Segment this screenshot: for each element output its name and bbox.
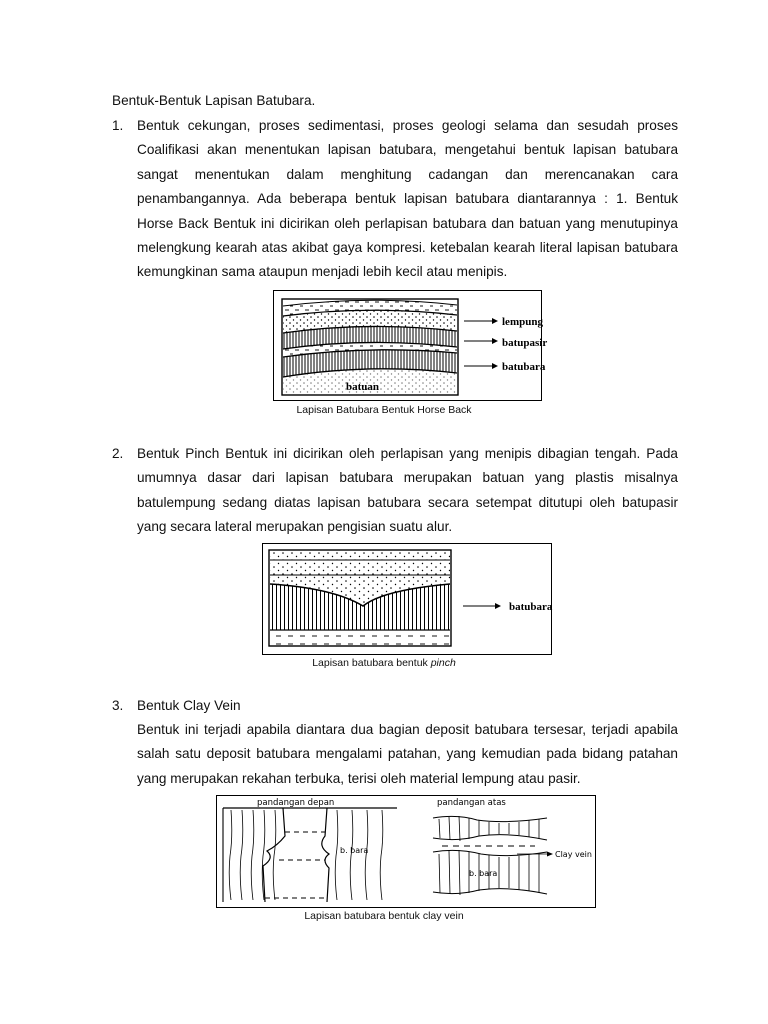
clayvein-diagram: [217, 796, 595, 907]
text-line: yang merupakan rekahan terbuka, terisi oleh material lempung atau pasir.: [137, 770, 581, 786]
item-1-paragraph: [137, 114, 678, 285]
text-line: sangat menentukan dalam menghitung cadangan dan merencanakan cara: [137, 166, 678, 182]
pinch-figure: [262, 543, 552, 655]
label-batubara: batubara: [502, 361, 546, 373]
item-2-paragraph: [137, 442, 678, 540]
label-batubara-pinch: batubara: [509, 601, 553, 613]
text-line: salah satu deposit batubara mengalami patahan, yang kemudian pada bidang patahan: [137, 746, 678, 762]
text-line: penambangannya. Ada beberapa bentuk lapisan batubara diantarannya : 1. Bentuk: [137, 191, 678, 207]
text-line: kemungkinan sama ataupun menjadi lebih kecil atau menipis.: [137, 264, 508, 280]
horseback-diagram: [274, 291, 548, 400]
text-line: Coalifikasi akan menentukan lapisan batubara, mengetahui bentuk lapisan batubara: [137, 142, 678, 158]
text-line: Bentuk Pinch Bentuk ini dicirikan oleh perlapisan yang menipis dibagian tengah. Pada: [137, 446, 678, 461]
label-batuan: batuan: [346, 381, 380, 393]
horseback-caption: Lapisan Batubara Bentuk Horse Back: [296, 404, 472, 416]
clayvein-figure: [216, 795, 596, 908]
pinch-diagram: [263, 544, 551, 654]
item-3-paragraph: [137, 718, 678, 791]
text-line: umumnya dasar dari lapisan batubara merupakan batuan yang plastis misalnya: [137, 470, 678, 486]
pinch-caption-italic: pinch: [430, 657, 456, 669]
text-line: Horse Back Bentuk ini dicirikan oleh perlapisan batubara dan batuan yang menutupinya: [137, 215, 678, 231]
label-top-view: pandangan atas: [437, 798, 506, 808]
document-title: Bentuk-Bentuk Lapisan Batubara.: [112, 93, 316, 108]
label-batupasir: batupasir: [502, 337, 548, 349]
text-line: yang secara lateral merupakan pengisian suatu alur.: [137, 519, 453, 535]
text-line: melengkung kearah atas akibat gaya kompresi. ketebalan kearah literal lapisan batubara: [137, 240, 678, 256]
text-line: Bentuk ini terjadi apabila diantara dua bagian deposit batubara tersesar, terjadi apabila: [137, 722, 678, 737]
pinch-caption-prefix: Lapisan batubara bentuk: [312, 657, 431, 669]
text-line: batulempung sedang diatas lapisan batubara secara setempat ditutupi oleh batupasir: [137, 494, 678, 510]
label-bbara-top: b. bara: [469, 869, 498, 878]
clayvein-caption: Lapisan batubara bentuk clay vein: [304, 910, 464, 922]
item-number: 3.: [112, 698, 124, 713]
label-clay-vein: Clay vein: [555, 850, 592, 859]
label-front-view: pandangan depan: [257, 798, 335, 808]
item-number: 2.: [112, 446, 124, 461]
label-lempung: lempung: [502, 316, 543, 328]
item-3-heading: Bentuk Clay Vein: [137, 698, 241, 713]
horseback-figure: [273, 290, 548, 401]
text-line: Bentuk cekungan, proses sedimentasi, proses geologi selama dan sesudah proses: [137, 118, 678, 133]
label-bbara-front: b. bara: [340, 846, 369, 855]
pinch-caption: [0, 657, 768, 669]
item-number: 1.: [112, 118, 124, 133]
